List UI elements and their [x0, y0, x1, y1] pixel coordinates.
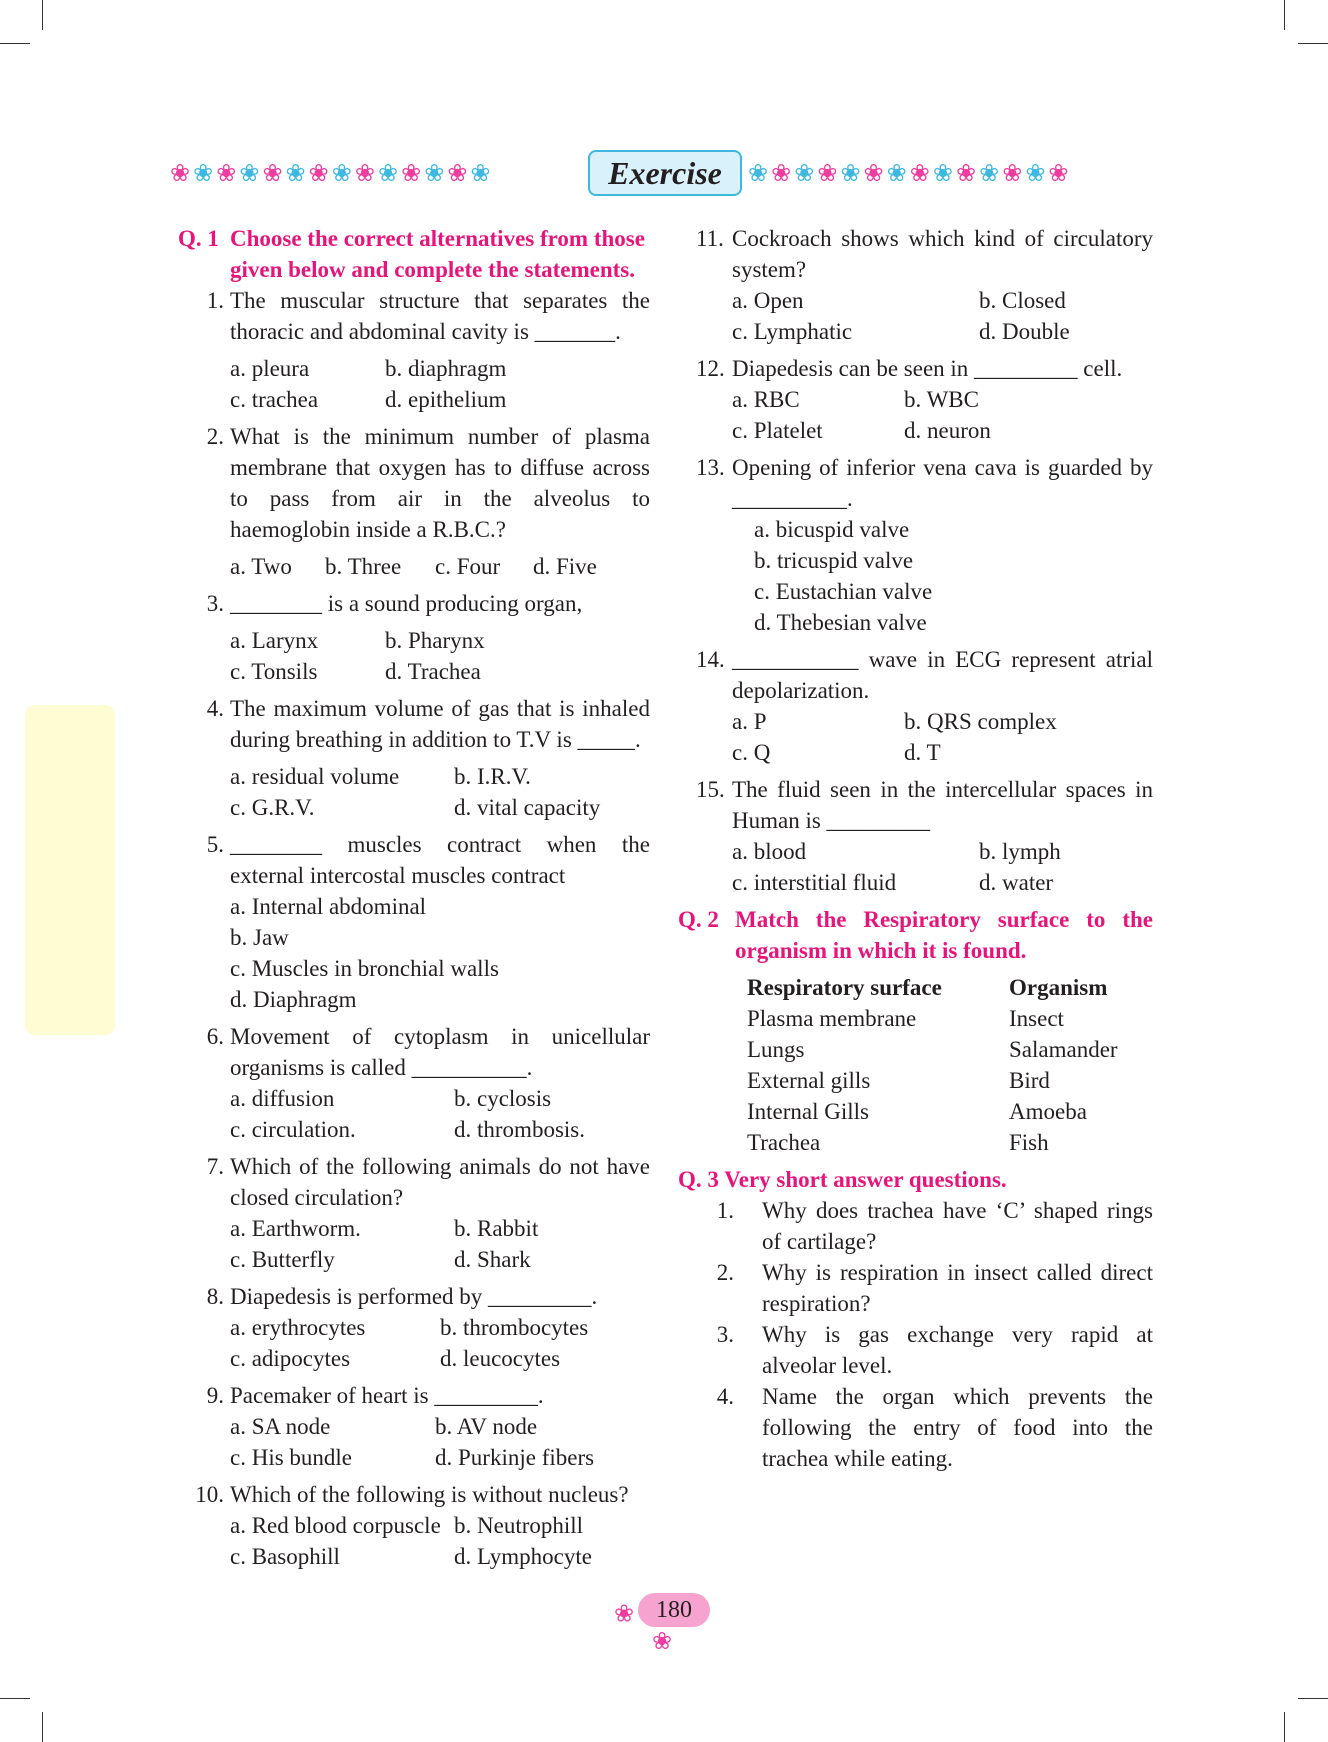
option: c. Q [732, 740, 771, 765]
question-item [680, 1195, 1153, 1257]
option: a. diffusion [230, 1086, 335, 1111]
flower-icon: ❀ [909, 160, 930, 186]
question-number: 3. [206, 591, 224, 616]
option: b. tricuspid valve [754, 548, 914, 573]
options [680, 706, 1153, 768]
crop-mark [1298, 43, 1328, 44]
option: c. circulation. [230, 1117, 356, 1142]
option: d. Purkinje fibers [435, 1445, 595, 1470]
crop-mark [42, 0, 43, 30]
q2-heading-line2: organism in which it is found. [735, 938, 1027, 963]
question-text: Pacemaker of heart is _________. [230, 1383, 544, 1408]
flower-icon: ❀ [262, 160, 283, 186]
exercise-banner [170, 150, 1158, 196]
option: c. adipocytes [230, 1346, 351, 1371]
option: c. Tonsils [230, 659, 318, 684]
option: b. thrombocytes [440, 1315, 589, 1340]
flower-icon: ❀ [771, 160, 792, 186]
option: a. Red blood corpuscle [230, 1513, 441, 1538]
option: d. Shark [454, 1247, 531, 1272]
question-item [178, 1479, 650, 1510]
option: d. Lymphocyte [454, 1544, 592, 1569]
question-text: ___________ wave in ECG represent atrial depolarization. [732, 647, 1153, 703]
side-tab [25, 705, 115, 1035]
option: a. SA node [230, 1414, 331, 1439]
options [178, 1213, 650, 1275]
table-header: Organism [1009, 975, 1108, 1000]
option: b. Neutrophill [454, 1513, 584, 1538]
flower-icon: ❀ [748, 160, 769, 186]
q3-heading-text: Very short answer questions. [724, 1167, 1007, 1192]
options [178, 625, 650, 687]
flower-icon: ❀ [817, 160, 838, 186]
question-number: 8. [206, 1284, 224, 1309]
options [178, 551, 650, 582]
table-cell: Lungs [747, 1037, 805, 1062]
question-text: Which of the following is without nucleus? [230, 1482, 629, 1507]
option: b. AV node [435, 1414, 538, 1439]
option: d. Trachea [385, 659, 481, 684]
flower-icon: ❀ [193, 160, 214, 186]
option: d. Double [979, 319, 1070, 344]
crop-mark [1284, 1712, 1285, 1742]
match-table [747, 972, 1118, 1158]
flower-icon: ❀ [613, 1599, 635, 1628]
question-item [680, 644, 1153, 706]
question-number: 1. [716, 1198, 734, 1223]
option: d. vital capacity [454, 795, 601, 820]
option: c. His bundle [230, 1445, 353, 1470]
question-number: 1. [206, 288, 224, 313]
options [178, 1510, 650, 1572]
option: d. Thebesian valve [754, 610, 927, 635]
question-item [680, 223, 1153, 285]
question-item [680, 1381, 1153, 1474]
option: d. epithelium [385, 387, 507, 412]
option: a. blood [732, 839, 807, 864]
option: a. Larynx [230, 628, 319, 653]
option: a. Two [230, 554, 292, 579]
question-text: The maximum volume of gas that is inhaled during breathing in addition to T.V is _____. [230, 696, 650, 752]
flower-border-left [170, 160, 582, 186]
question-item [680, 1319, 1153, 1381]
option: b. Jaw [230, 925, 289, 950]
option: c. Four [435, 554, 501, 579]
flower-icon: ❀ [331, 160, 352, 186]
question-item [680, 452, 1153, 514]
option: c. Muscles in bronchial walls [230, 956, 499, 981]
question-number: 9. [206, 1383, 224, 1408]
question-text: Opening of inferior vena cava is guarded by __________. [732, 455, 1153, 511]
options [178, 1312, 650, 1374]
option: a. Open [732, 288, 804, 313]
question-number: 2. [716, 1260, 734, 1285]
options [178, 1411, 650, 1473]
option: c. Eustachian valve [754, 579, 933, 604]
option: b. QRS complex [904, 709, 1057, 734]
flower-icon: ❀ [377, 160, 399, 186]
flower-icon: ❀ [840, 160, 861, 186]
question-number: 4. [716, 1384, 734, 1409]
options [178, 1083, 650, 1145]
question-number: 7. [206, 1154, 224, 1179]
question-item [178, 421, 650, 545]
q1-label: Q. 1 [178, 226, 219, 251]
option: d. thrombosis. [454, 1117, 585, 1142]
table-cell: Plasma membrane [747, 1006, 917, 1031]
table-row [747, 1034, 1118, 1065]
flower-icon: ❀ [794, 160, 815, 186]
option: b. cyclosis [454, 1086, 552, 1111]
flower-icon: ❀ [424, 160, 445, 186]
option: a. bicuspid valve [754, 517, 910, 542]
option: b. Three [325, 554, 402, 579]
options [178, 761, 650, 823]
option: d. neuron [904, 418, 991, 443]
flower-icon: ❀ [354, 160, 375, 186]
option: a. pleura [230, 356, 310, 381]
crop-mark [0, 43, 30, 44]
option: a. RBC [732, 387, 800, 412]
question-number: 4. [206, 696, 224, 721]
question-text: ________ is a sound producing organ, [230, 591, 583, 616]
flower-border-right [748, 160, 1158, 186]
question-number: 10. [195, 1482, 224, 1507]
question-item [178, 588, 650, 619]
crop-mark [0, 1698, 30, 1699]
options [680, 514, 1153, 638]
question-number: 6. [206, 1024, 224, 1049]
options [680, 384, 1153, 446]
flower-icon: ❀ [401, 160, 422, 186]
q3-heading [678, 1164, 1153, 1195]
q1-heading [178, 223, 650, 285]
table-cell: Internal Gills [747, 1099, 869, 1124]
flower-icon: ❀ [170, 160, 191, 186]
option: d. T [904, 740, 941, 765]
table-cell: Amoeba [1009, 1099, 1087, 1124]
table-cell: Bird [1009, 1068, 1050, 1093]
flower-icon: ❀ [308, 160, 329, 186]
question-item [178, 829, 650, 891]
question-item [680, 353, 1153, 384]
option: a. residual volume [230, 764, 400, 789]
q2-heading [678, 904, 1153, 966]
left-column [178, 223, 650, 1572]
flower-icon: ❀ [1025, 160, 1046, 186]
page-number-badge [602, 1593, 722, 1656]
q2-label: Q. 2 [678, 907, 719, 932]
question-text: The muscular structure that separates the thoracic and abdominal cavity is _______. [230, 288, 650, 344]
q2-heading-line1: Match the Respiratory surface to the [735, 907, 1153, 932]
option: c. Platelet [732, 418, 823, 443]
option: b. Rabbit [454, 1216, 539, 1241]
option: c. Lymphatic [732, 319, 853, 344]
question-text: ________ muscles contract when the external intercostal muscles contract [230, 832, 650, 888]
flower-icon: ❀ [285, 160, 306, 186]
flower-icon: ❀ [651, 1627, 673, 1656]
options [680, 836, 1153, 898]
question-number: 11. [696, 226, 724, 251]
question-number: 3. [716, 1322, 734, 1347]
table-cell: Fish [1009, 1130, 1049, 1155]
q3-label: Q. 3 [678, 1167, 719, 1192]
table-row [747, 1065, 1118, 1096]
option: a. Internal abdominal [230, 894, 427, 919]
question-text: The fluid seen in the intercellular spaces in Human is _________ [732, 777, 1153, 833]
question-text: Name the organ which prevents the following the entry of food into the trachea while eating. [762, 1384, 1153, 1471]
flower-icon: ❀ [932, 160, 953, 186]
option: b. WBC [904, 387, 979, 412]
question-number: 12. [696, 356, 725, 381]
question-item [680, 1257, 1153, 1319]
question-number: 13. [696, 455, 725, 480]
flower-icon: ❀ [1048, 160, 1069, 186]
question-text: Which of the following animals do not have closed circulation? [230, 1154, 650, 1210]
question-text: Movement of cytoplasm in unicellular organisms is called __________. [230, 1024, 650, 1080]
table-cell: Trachea [747, 1130, 821, 1155]
question-number: 14. [696, 647, 725, 672]
q1-heading-line1: Choose the correct alternatives from those [230, 226, 645, 251]
option: d. leucocytes [440, 1346, 561, 1371]
option: b. lymph [979, 839, 1061, 864]
question-text: Why does trachea have ‘C’ shaped rings of cartilage? [762, 1198, 1153, 1254]
question-text: Diapedesis can be seen in _________ cell. [732, 356, 1123, 381]
page-title: Exercise [588, 150, 742, 196]
option: c. Basophill [230, 1544, 340, 1569]
question-number: 2. [206, 424, 224, 449]
question-item [178, 1021, 650, 1083]
question-text: Why is respiration in insect called direct respiration? [762, 1260, 1153, 1316]
question-number: 15. [696, 777, 725, 802]
flower-icon: ❀ [1002, 160, 1023, 186]
flower-icon: ❀ [863, 160, 884, 186]
option: d. Five [533, 554, 597, 579]
option: d. water [979, 870, 1054, 895]
crop-mark [42, 1712, 43, 1742]
flower-icon: ❀ [955, 160, 977, 186]
crop-mark [1298, 1698, 1328, 1699]
question-text: Diapedesis is performed by _________. [230, 1284, 598, 1309]
options [680, 285, 1153, 347]
question-item [178, 693, 650, 755]
option: b. I.R.V. [454, 764, 531, 789]
question-item [178, 285, 650, 347]
page-number: 180 [638, 1593, 710, 1627]
question-number: 5. [206, 832, 224, 857]
question-text: Cockroach shows which kind of circulatory system? [732, 226, 1153, 282]
option: a. P [732, 709, 767, 734]
flower-icon: ❀ [470, 160, 491, 186]
question-item [178, 1151, 650, 1213]
option: c. G.R.V. [230, 795, 315, 820]
option: b. Closed [979, 288, 1066, 313]
option: c. Butterfly [230, 1247, 335, 1272]
options [178, 891, 650, 1015]
question-item [680, 774, 1153, 836]
table-cell: Insect [1009, 1006, 1064, 1031]
question-text: What is the minimum number of plasma membrane that oxygen has to diffuse across to pass from air in the alveolus to haemoglobin inside a R.B.C.? [230, 424, 650, 542]
flower-icon: ❀ [239, 160, 260, 186]
option: b. diaphragm [385, 356, 507, 381]
option: c. interstitial fluid [732, 870, 897, 895]
question-item [178, 1380, 650, 1411]
right-column [680, 223, 1153, 1474]
table-header: Respiratory surface [747, 975, 942, 1000]
option: d. Diaphragm [230, 987, 357, 1012]
table-row [747, 1096, 1118, 1127]
flower-icon: ❀ [979, 160, 1000, 186]
table-cell: External gills [747, 1068, 871, 1093]
crop-mark [1284, 0, 1285, 30]
question-item [178, 1281, 650, 1312]
option: c. trachea [230, 387, 319, 412]
flower-icon: ❀ [886, 160, 907, 186]
table-row [747, 1127, 1118, 1158]
flower-icon: ❀ [447, 160, 468, 186]
table-row [747, 1003, 1118, 1034]
q1-heading-line2: given below and complete the statements. [230, 257, 636, 282]
options [178, 353, 650, 415]
flower-icon: ❀ [216, 160, 237, 186]
option: a. Earthworm. [230, 1216, 361, 1241]
question-text: Why is gas exchange very rapid at alveolar level. [762, 1322, 1153, 1378]
option: a. erythrocytes [230, 1315, 366, 1340]
option: b. Pharynx [385, 628, 485, 653]
table-cell: Salamander [1009, 1037, 1118, 1062]
